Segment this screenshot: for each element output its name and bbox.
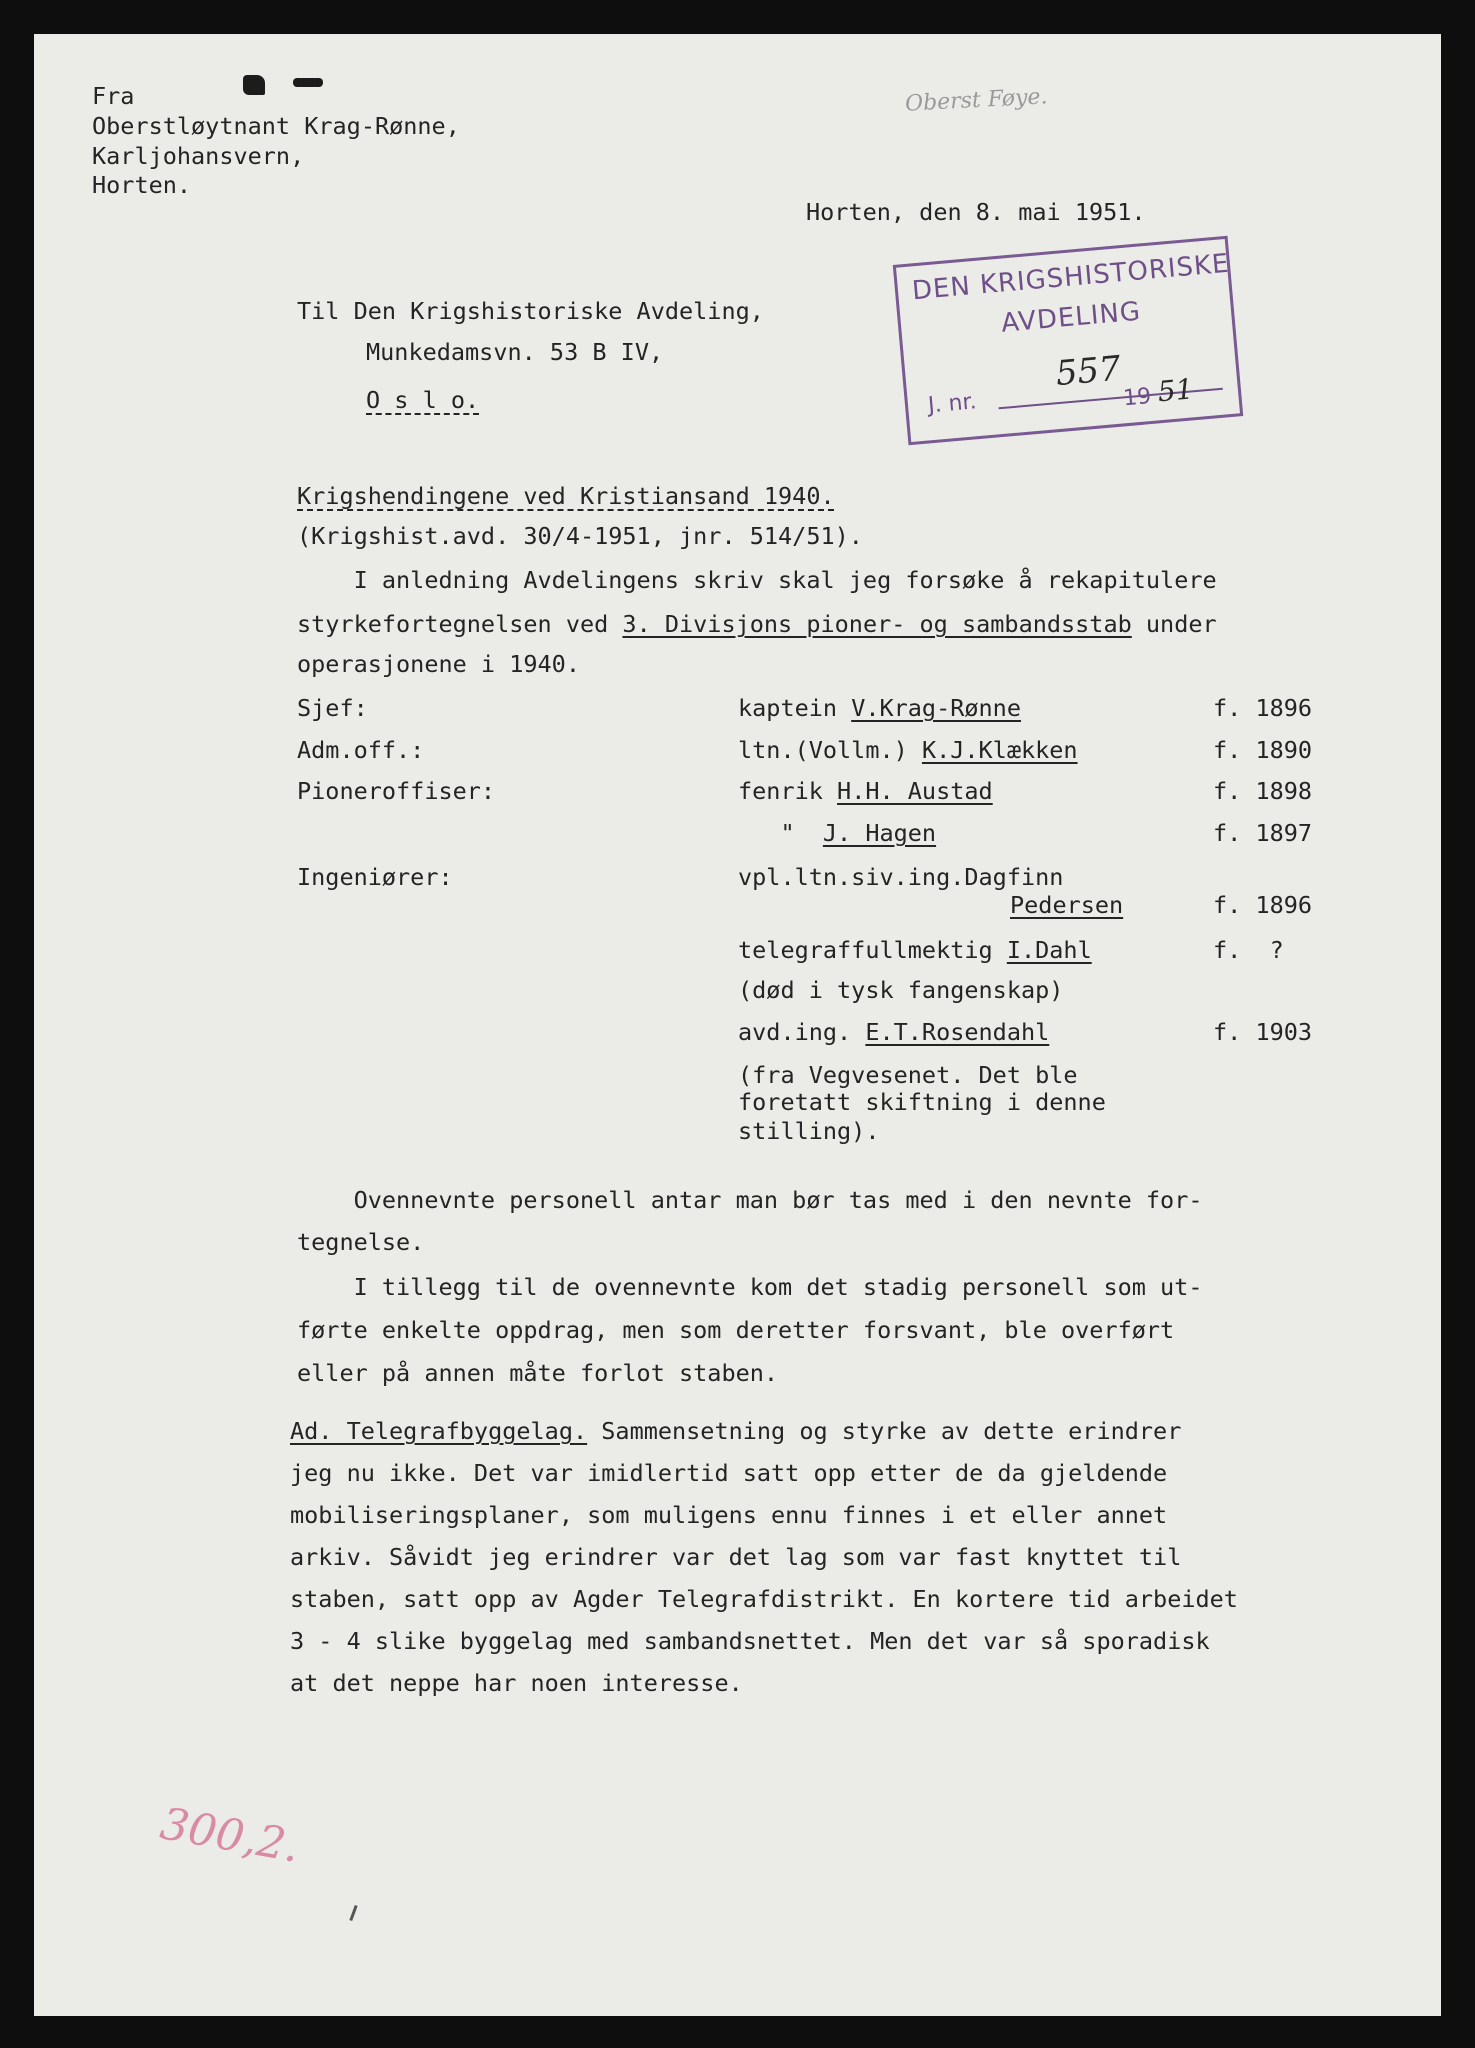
- para3-line-4: arkiv. Såvidt jeg erindrer var det lag som var fast knyttet til: [290, 1543, 1182, 1571]
- stamp-year-print: 19: [1122, 384, 1153, 412]
- intro-line-3: operasjonene i 1940.: [297, 650, 580, 678]
- para2-line-2: førte enkelte oppdrag, men som deretter forsvant, ble overført: [297, 1316, 1175, 1344]
- para3-line-6: 3 - 4 slike byggelag med sambandsnettet. Men det var så sporadisk: [290, 1627, 1210, 1655]
- recipient-city: O s l o.: [366, 386, 480, 414]
- sender-city: Horten.: [92, 171, 192, 199]
- staff-role: Sjef:: [297, 694, 368, 722]
- letter-date: Horten, den 8. mai 1951.: [806, 198, 1146, 226]
- staff-year: f. 1896: [1213, 694, 1313, 722]
- staff-note: foretatt skiftning i denne: [738, 1088, 1106, 1116]
- staff-role: Adm.off.:: [297, 736, 425, 764]
- archive-mark: 300,2.: [156, 1798, 304, 1873]
- recipient-name: Til Den Krigshistoriske Avdeling,: [297, 297, 764, 325]
- staff-year: f. 1898: [1213, 777, 1313, 805]
- staff-note: stilling).: [738, 1117, 880, 1145]
- staff-entry: avd.ing. E.T.Rosendahl: [738, 1018, 1050, 1046]
- staff-entry: fenrik H.H. Austad: [738, 777, 993, 805]
- unit-name: 3. Divisjons pioner- og sambandsstab: [622, 610, 1132, 638]
- para1-line-2: tegnelse.: [297, 1228, 425, 1256]
- staff-year: f. 1890: [1213, 736, 1313, 764]
- sender-from: Fra: [92, 82, 135, 110]
- section-heading: Ad. Telegrafbyggelag.: [290, 1417, 588, 1445]
- para3-line-7: at det neppe har noen interesse.: [290, 1669, 743, 1697]
- intro-line-2: styrkefortegnelsen ved 3. Divisjons pioner- og sambandsstab under: [297, 610, 1217, 638]
- staff-entry: " J. Hagen: [738, 819, 937, 847]
- stamp-jnr-label: J. nr.: [927, 389, 978, 419]
- staff-entry: vpl.ltn.siv.ing.Dagfinn: [738, 863, 1064, 891]
- para2-line-3: eller på annen måte forlot staben.: [297, 1359, 779, 1387]
- para3-line-5: staben, satt opp av Agder Telegrafdistrikt. En kortere tid arbeidet: [290, 1585, 1238, 1613]
- staff-note: (fra Vegvesenet. Det ble: [738, 1061, 1078, 1089]
- subject-reference: (Krigshist.avd. 30/4-1951, jnr. 514/51).: [297, 522, 863, 550]
- archive-stamp: [893, 236, 1243, 446]
- stamp-year-hand: 51: [1156, 372, 1195, 409]
- staff-year: f. 1897: [1213, 819, 1313, 847]
- recipient-address: Munkedamsvn. 53 B IV,: [366, 338, 664, 366]
- staff-note: (død i tysk fangenskap): [738, 976, 1064, 1004]
- staff-entry: telegraffullmektig I.Dahl: [738, 936, 1092, 964]
- staff-year: f. 1896: [1213, 891, 1313, 919]
- staff-year: f. 1903: [1213, 1018, 1313, 1046]
- stamp-line2: AVDELING: [999, 296, 1143, 339]
- subject-title: Krigshendingene ved Kristiansand 1940.: [297, 482, 835, 510]
- ink-blot-2: [293, 78, 323, 87]
- staff-year: f. ?: [1213, 936, 1284, 964]
- handwritten-note: Oberst Føye.: [904, 84, 1049, 117]
- stamp-jnr-value: 557: [1054, 348, 1123, 395]
- staff-entry: ltn.(Vollm.) K.J.Klækken: [738, 736, 1078, 764]
- para3-line-2: jeg nu ikke. Det var imidlertid satt opp etter de da gjeldende: [290, 1459, 1168, 1487]
- staff-role: Ingeniører:: [297, 863, 453, 891]
- para3-line-1: Ad. Telegrafbyggelag. Sammensetning og styrke av dette erindrer: [290, 1417, 1182, 1445]
- sender-name: Oberstløytnant Krag-Rønne,: [92, 112, 460, 140]
- para3-line-3: mobiliseringsplaner, som muligens ennu finnes i et eller annet: [290, 1501, 1168, 1529]
- intro-line-1: I anledning Avdelingens skriv skal jeg forsøke å rekapitulere: [297, 566, 1217, 594]
- sender-address: Karljohansvern,: [92, 142, 305, 170]
- para1-line-1: Ovennevnte personell antar man bør tas med i den nevnte for-: [297, 1186, 1203, 1214]
- staff-name: Pedersen: [1010, 891, 1124, 919]
- staff-entry: kaptein V.Krag-Rønne: [738, 694, 1021, 722]
- ink-blot: [243, 75, 265, 95]
- stamp-line1: DEN KRIGSHISTORISKE: [910, 248, 1231, 307]
- staff-role: Pioneroffiser:: [297, 777, 496, 805]
- para2-line-1: I tillegg til de ovennevnte kom det stadig personell som ut-: [297, 1273, 1203, 1301]
